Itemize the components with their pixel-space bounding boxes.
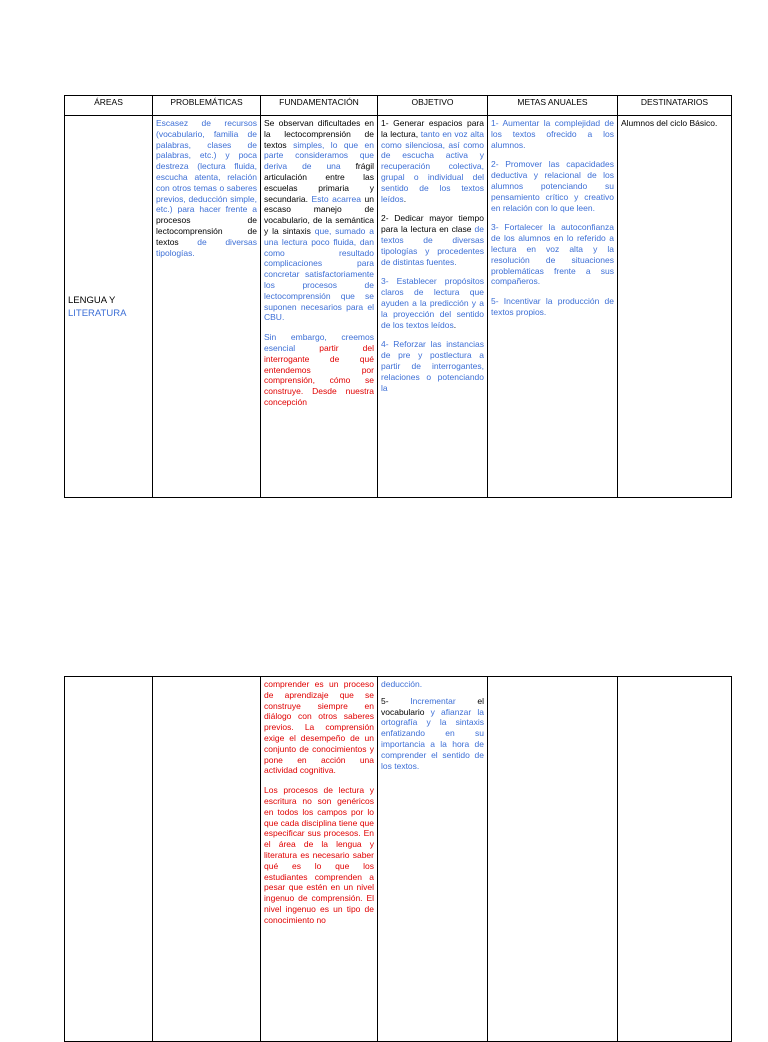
text-run: Sin embargo, creemos esencial xyxy=(264,332,374,353)
header-row xyxy=(65,96,732,116)
destinatarios-text: Alumnos del ciclo Básico. xyxy=(621,118,718,128)
destinatarios-cell xyxy=(618,116,732,498)
problematicas-text xyxy=(156,118,257,258)
fundamentacion-continued-paragraph-1: comprender es un proceso de aprendizaje que se construye siempre en diálogo con otros saberes previos. La comprensión exige el desempeño de un conjunto de conocimientos y pone en acción una actividad cognitiva. xyxy=(264,679,374,776)
text-run: simples, lo que en parte consideramos que deriva de una xyxy=(264,139,374,172)
area-cell xyxy=(65,116,153,498)
text-run: las capacidades deductiva y relacional de los alumnos potenciando su pensamiento crítico y creativo en relación con lo que leen. xyxy=(491,159,615,213)
text-run: que, sumado a una lectura poco fluida, dan como resultado complicaciones para concretar satisfactoriamente los procesos de lectocomprensión que se suponen necesarios para el CBU. xyxy=(264,225,374,323)
text-run: . xyxy=(453,319,457,330)
area-line-2: LITERATURA xyxy=(68,307,127,319)
text-run: 1- Aumentar la complejidad de los textos ofrecido a los alumnos. xyxy=(491,118,614,150)
content-row-continued xyxy=(65,677,732,1042)
destinatarios-cell-continued xyxy=(618,677,732,1042)
text-run: Escasez de recursos (vocabulario, familia de palabras, clases de palabras, etc.) y poca destreza (lectura fluida, escucha atenta, relación con otros temas o saberes previos, deducción simple, etc.) para hacer frente a xyxy=(156,118,257,215)
objetivo-item-4 xyxy=(381,339,484,393)
objetivo-item-3 xyxy=(381,276,484,330)
objetivo-cell-continued xyxy=(378,677,488,1042)
header-destinatarios: DESTINATARIOS xyxy=(618,96,732,116)
text-run: tanto en voz alta como silenciosa, así como de escucha activa y recuperación colectiva, grupal o individual del sentido de los textos leídos xyxy=(381,128,484,204)
metas-cell-continued xyxy=(488,677,618,1042)
text-run: procesos de lectocomprensión de textos xyxy=(156,215,257,247)
text-run: partir del interrogante de qué entendemos por comprensión, cómo se construye. Desde nuestra concepción xyxy=(264,342,374,407)
fundamentacion-paragraph-1 xyxy=(264,118,374,323)
meta-item-3 xyxy=(491,222,614,287)
objetivo-item-2 xyxy=(381,213,484,267)
text-run: 4- Reforzar las instancias de pre y postlectura a partir de interrogantes, relaciones o potenciando la xyxy=(381,339,484,393)
text-run: el vocabulario xyxy=(381,695,485,717)
text-run: frágil articulación entre las escuelas primaria y secundaria. xyxy=(264,161,374,204)
text-run: y xyxy=(424,706,441,717)
text-run: 2- Dedicar mayor tiempo para la lectura en clase xyxy=(381,213,484,235)
header-objetivo: OBJETIVO xyxy=(378,96,488,116)
text-run: la ortografía y la sintaxis enfatizando en su importancia a la hora de comprender el sentido de los textos. xyxy=(381,706,484,771)
text-run: afianzar xyxy=(441,706,472,717)
header-fundamentacion: FUNDAMENTACIÓN xyxy=(261,96,378,116)
meta-item-5 xyxy=(491,296,614,318)
text-run: Esto acarrea xyxy=(307,193,365,204)
problematicas-cell xyxy=(153,116,261,498)
fundamentacion-continued-paragraph-2: Los procesos de lectura y escritura no son genéricos en todos los campos por lo que cada disciplina tiene que especificar sus procesos. En el área de la lengua y literatura es necesario saber qué es lo que los estudiantes comprenden a pesar que estén en un nivel ingenuo de comprensión. El nivel ingenuo es un tipo de conocimiento no xyxy=(264,785,374,925)
fundamentacion-cell xyxy=(261,116,378,498)
fundamentacion-paragraph-2 xyxy=(264,332,374,408)
area-cell-continued xyxy=(65,677,153,1042)
area-name xyxy=(68,294,149,320)
objetivo-item-1 xyxy=(381,118,484,204)
problematicas-cell-continued xyxy=(153,677,261,1042)
text-run: . xyxy=(403,193,407,204)
objetivo-item-5 xyxy=(381,696,484,772)
meta-item-2 xyxy=(491,159,614,213)
plan-table-page-2 xyxy=(64,676,732,1042)
text-run: un escaso manejo de vocabulario, de la semántica y la sintaxis xyxy=(264,193,374,236)
plan-table-page-1 xyxy=(64,95,732,498)
area-line-1: LENGUA Y xyxy=(68,294,116,306)
header-problematicas: PROBLEMÁTICAS xyxy=(153,96,261,116)
fundamentacion-cell-continued xyxy=(261,677,378,1042)
text-run: 5- xyxy=(381,695,411,706)
header-metas-anuales: METAS ANUALES xyxy=(488,96,618,116)
text-run: Incrementar xyxy=(410,695,456,706)
text-run: de diversas tipologías. xyxy=(156,236,257,258)
text-run: 5- Incentivar la producción de textos propios. xyxy=(491,296,614,317)
objetivo-item-4-end: deducción. xyxy=(381,679,423,689)
metas-cell xyxy=(488,116,618,498)
text-run: Promover xyxy=(505,159,543,170)
objetivo-cell xyxy=(378,116,488,498)
header-areas: ÁREAS xyxy=(65,96,153,116)
content-row xyxy=(65,116,732,498)
text-run: 2- xyxy=(491,159,506,170)
text-run: 3- Fortalecer la autoconfianza de los alumnos en lo referido a lectura en voz alta y la resolución de situaciones problemáticas frente a sus compañeros. xyxy=(491,222,614,287)
meta-item-1 xyxy=(491,118,614,150)
text-run: 3- Establecer propósitos claros de lectura que ayuden a la predicción y a la proyección del sentido de los textos leídos xyxy=(381,276,484,330)
text-run: 1- Generar espacios para la lectura, xyxy=(381,118,484,139)
text-run: de textos de diversas tipologías y procedentes de distintas fuentes. xyxy=(381,224,484,267)
text-run: Se observan dificultades en la lectocomprensión de textos xyxy=(264,118,374,150)
